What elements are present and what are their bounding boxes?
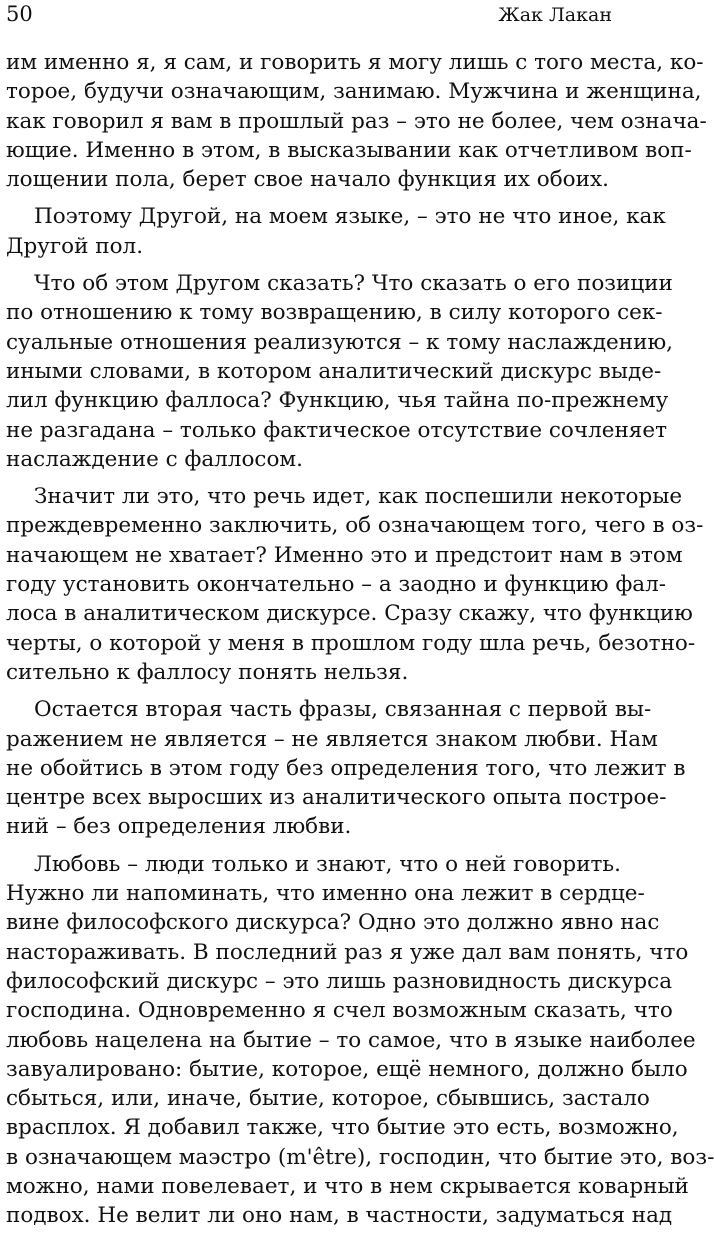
text-line: вине философского дискурса? Одно это должно явно нас [6, 910, 660, 936]
text-line: сительно к фаллосу понять нельзя. [6, 659, 409, 685]
paragraph [6, 482, 704, 687]
text-line: настораживать. В последний раз я уже дал вам понять, что [6, 939, 689, 965]
text-line: лоса в аналитическом дискурсе. Сразу скажу, что функцию [6, 601, 693, 627]
text-line: наслаждение с фаллосом. [6, 446, 303, 472]
text-line: Другой пол. [6, 233, 144, 259]
text-line: лощении пола, берет свое начало функция их обоих. [6, 167, 609, 193]
paragraph [6, 202, 666, 261]
text-line: врасплох. Я добавил также, что бытие это есть, возможно, [6, 1115, 679, 1141]
page-header [6, 0, 612, 32]
text-line: Поэтому Другой, на моем языке, – это не что иное, как [34, 204, 666, 230]
text-line: господина. Одновременно я счел возможным сказать, что [6, 998, 673, 1024]
text-line: центре всех выросших из аналитического опыта построе- [6, 785, 667, 811]
text-line: году установить окончательно – а заодно и функцию фал- [6, 572, 667, 598]
text-line: любовь нацелена на бытие – то самое, что в языке наиболее [6, 1027, 696, 1053]
text-line: начающем не хватает? Именно это и предстоит нам в этом [6, 542, 683, 568]
text-line: преждевременно заключить, об означающем того, чего в оз- [6, 513, 704, 539]
text-line: торое, будучи означающим, занимаю. Мужчина и женщина, [6, 79, 702, 105]
text-line: философский дискурс – это лишь разновидность дискурса [6, 968, 673, 994]
text-line: суальные отношения реализуются – к тому наслаждению, [6, 329, 673, 355]
text-line: не разгадана – только фактическое отсутствие сочленяет [6, 417, 667, 443]
text-line: Нужно ли напоминать, что именно она лежит в сердце- [6, 881, 645, 907]
text-line: Остается вторая часть фразы, связанная с первой вы- [34, 697, 652, 723]
text-line: ражением не является – не является знаком любви. Нам [6, 726, 658, 752]
text-line: ющие. Именно в этом, в высказывании как отчетливом воп- [6, 137, 692, 163]
running-title: Жак Лакан [498, 4, 612, 26]
paragraph [6, 850, 714, 1231]
text-line: ний – без определения любви. [6, 814, 352, 840]
paragraph [6, 695, 686, 841]
text-line: в означающем маэстро (m'être), господин, что бытие это, воз- [6, 1144, 714, 1170]
text-line: лил функцию фаллоса? Функцию, чья тайна по-прежнему [6, 388, 669, 414]
page-body [6, 48, 714, 1239]
text-line: Значит ли это, что речь идет, как поспешили некоторые [34, 484, 683, 510]
paragraph [6, 48, 707, 194]
text-line: им именно я, я сам, и говорить я могу лишь с того места, ко- [6, 50, 704, 75]
text-line: сбыться, или, иначе, бытие, которое, сбывшись, застало [6, 1086, 650, 1112]
text-line: иными словами, в котором аналитический дискурс выде- [6, 358, 662, 384]
text-line: не обойтись в этом году без определения того, что лежит в [6, 755, 686, 781]
paragraph [6, 269, 673, 474]
text-line: как говорил я вам в прошлый раз – это не более, чем означа- [6, 108, 707, 134]
text-line: черты, о которой у меня в прошлом году шла речь, безотно- [6, 630, 696, 656]
text-line: подвох. Не велит ли оно нам, в частности, задуматься над [6, 1203, 673, 1229]
text-line: Что об этом Другом сказать? Что сказать о его позиции [34, 271, 673, 297]
text-line: по отношению к тому возвращению, в силу которого сек- [6, 300, 663, 326]
text-line: Любовь – люди только и знают, что о ней говорить. [34, 851, 621, 877]
page-number: 50 [6, 2, 33, 26]
text-line: можно, нами повелевает, и что в нем скрывается коварный [6, 1173, 689, 1199]
text-line: завуалировано: бытие, которое, ещё немного, должно было [6, 1056, 688, 1082]
